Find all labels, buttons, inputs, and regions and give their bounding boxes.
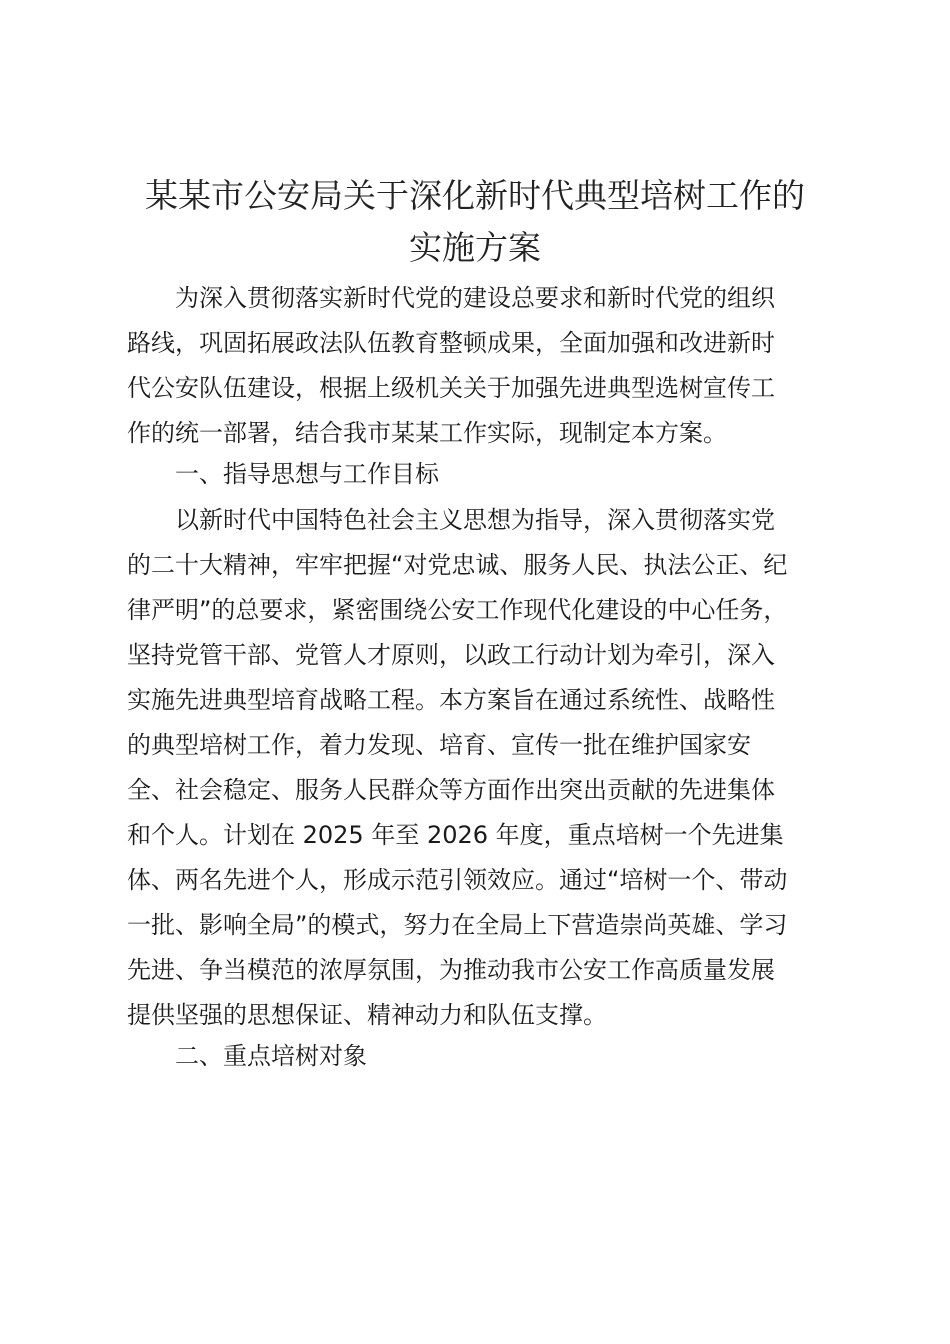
- section1-line-3: 律严明”的总要求，紧密围绕公安工作现代化建设的中心任务，: [127, 596, 788, 624]
- section1-line-10: 一批、影响全局”的模式，努力在全局上下营造崇尚英雄、学习: [127, 911, 788, 939]
- intro-line-2: 路线，巩固拓展政法队伍教育整顿成果，全面加强和改进新时: [127, 329, 775, 357]
- section1-line-1: 以新时代中国特色社会主义思想为指导，深入贯彻落实党: [175, 506, 775, 534]
- title-line-1: 某某市公安局关于深化新时代典型培树工作的: [145, 176, 805, 215]
- intro-line-3: 代公安队伍建设，根据上级机关关于加强先进典型选树宣传工: [127, 374, 775, 402]
- section1-line-8: 和个人。计划在 2025 年至 2026 年度，重点培树一个先进集: [127, 821, 784, 849]
- section2-heading: 二、重点培树对象: [175, 1042, 367, 1070]
- title-line-2: 实施方案: [409, 228, 541, 267]
- intro-line-4: 作的统一部署，结合我市某某工作实际，现制定本方案。: [127, 419, 727, 447]
- document-title: [100, 170, 850, 274]
- intro-line-1: 为深入贯彻落实新时代党的建设总要求和新时代党的组织: [175, 284, 775, 312]
- section1-line-5: 实施先进典型培育战略工程。本方案旨在通过系统性、战略性: [127, 686, 775, 714]
- section1-line-6: 的典型培树工作，着力发现、培育、宣传一批在维护国家安: [127, 731, 751, 759]
- section1-line-12: 提供坚强的思想保证、精神动力和队伍支撑。: [127, 1001, 607, 1029]
- section2-heading-block: [127, 1034, 832, 1079]
- section1-heading-block: [127, 452, 832, 497]
- intro-paragraph: [127, 276, 832, 456]
- section1-line-9: 体、两名先进个人，形成示范引领效应。通过“培树一个、带动: [127, 866, 788, 894]
- section1-line-4: 坚持党管干部、党管人才原则，以政工行动计划为牵引，深入: [127, 641, 775, 669]
- section1-line-2: 的二十大精神，牢牢把握“对党忠诚、服务人民、执法公正、纪: [127, 551, 788, 579]
- section1-paragraph: [127, 498, 832, 1038]
- section1-heading: 一、指导思想与工作目标: [175, 460, 439, 488]
- section1-line-7: 全、社会稳定、服务人民群众等方面作出突出贡献的先进集体: [127, 776, 775, 804]
- section1-line-11: 先进、争当模范的浓厚氛围，为推动我市公安工作高质量发展: [127, 956, 775, 984]
